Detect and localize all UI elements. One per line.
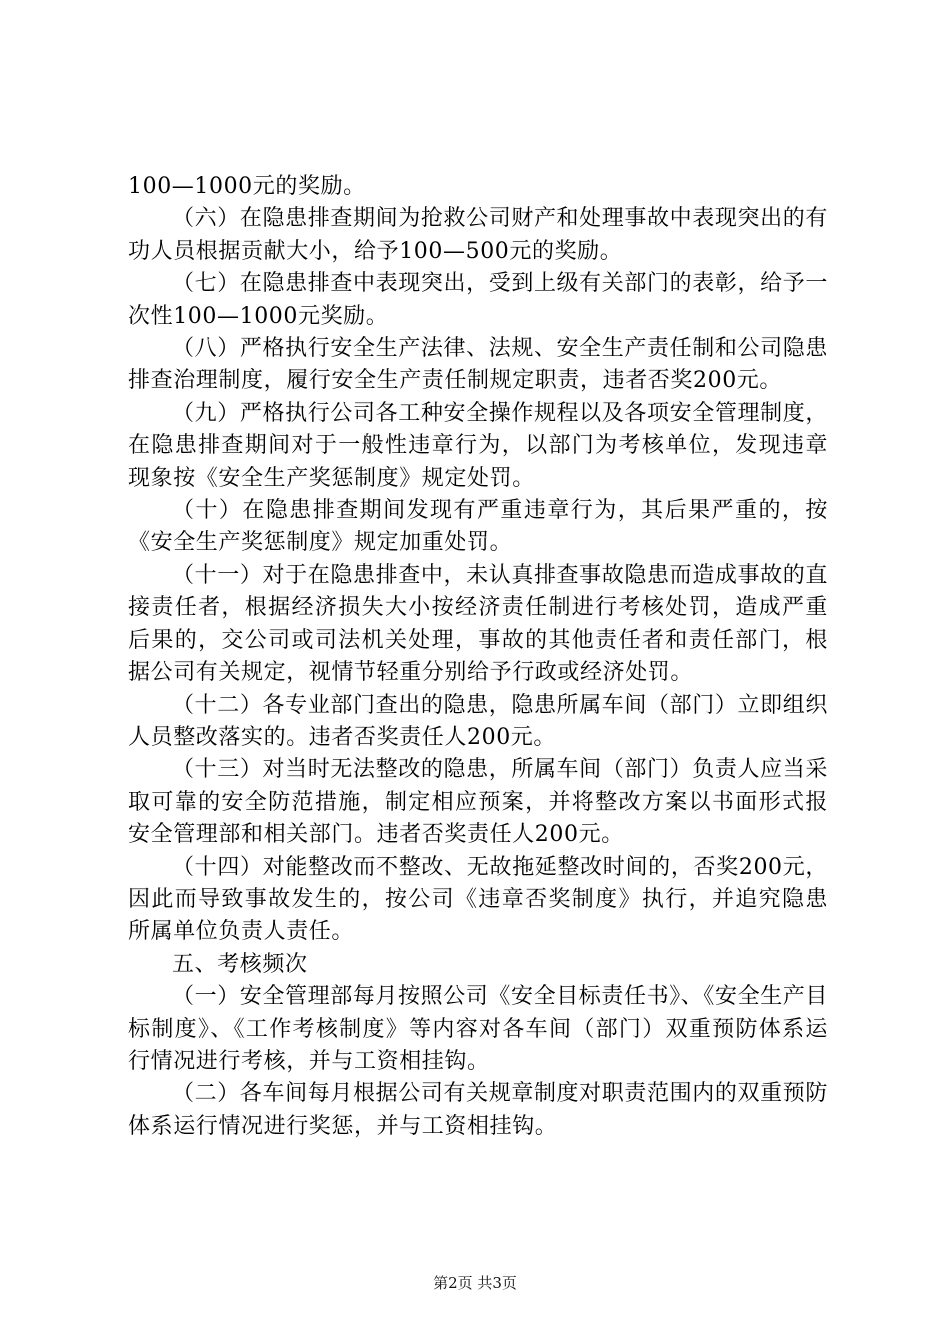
paragraph-item-7: （七）在隐患排查中表现突出，受到上级有关部门的表彰，给予一次性100—1000元奖励。 [128, 271, 828, 329]
paragraph-item-14: （十四）对能整改而不整改、无故拖延整改时间的，否奖200元，因此而导致事故发生的，按公司《违章否奖制度》执行，并追究隐患所属单位负责人责任。 [128, 854, 828, 945]
page-number-label: 第2页 共3页 [433, 1274, 517, 1292]
paragraph-item-13: （十三）对当时无法整改的隐患，所属车间（部门）负责人应当采取可靠的安全防范措施，制定相应预案，并将整改方案以书面形式报安全管理部和相关部门。违者否奖责任人200元。 [128, 757, 828, 848]
paragraph-section5-item-2: （二）各车间每月根据公司有关规章制度对职责范围内的双重预防体系运行情况进行奖惩，并与工资相挂钩。 [128, 1081, 828, 1139]
paragraph-continuation: 100—1000元的奖励。 [128, 174, 366, 199]
paragraph-item-9: （九）严格执行公司各工种安全操作规程以及各项安全管理制度，在隐患排查期间对于一般性违章行为，以部门为考核单位，发现违章现象按《安全生产奖惩制度》规定处罚。 [128, 400, 828, 491]
paragraph-item-8: （八）严格执行安全生产法律、法规、安全生产责任制和公司隐患排查治理制度，履行安全生产责任制规定职责，违者否奖200元。 [128, 336, 828, 394]
paragraph-item-11: （十一）对于在隐患排查中，未认真排查事故隐患而造成事故的直接责任者，根据经济损失大小按经济责任制进行考核处罚，造成严重后果的，交公司或司法机关处理，事故的其他责任者和责任部门，根据公司有关规定，视情节轻重分别给予行政或经济处罚。 [128, 562, 828, 686]
page-footer [0, 1273, 950, 1293]
paragraph-section5-item-1: （一）安全管理部每月按照公司《安全目标责任书》、《安全生产目标制度》、《工作考核制度》等内容对各车间（部门）双重预防体系运行情况进行考核，并与工资相挂钩。 [128, 984, 829, 1074]
section-heading-5: 五、考核频次 [172, 951, 308, 977]
document-body [128, 171, 828, 1143]
paragraph-item-12: （十二）各专业部门查出的隐患，隐患所属车间（部门）立即组织人员整改落实的。违者否奖责任人200元。 [128, 692, 828, 750]
paragraph-item-10: （十）在隐患排查期间发现有严重违章行为，其后果严重的，按《安全生产奖惩制度》规定加重处罚。 [128, 498, 828, 556]
paragraph-item-6: （六）在隐患排查期间为抢救公司财产和处理事故中表现突出的有功人员根据贡献大小，给予100—500元的奖励。 [128, 206, 828, 264]
